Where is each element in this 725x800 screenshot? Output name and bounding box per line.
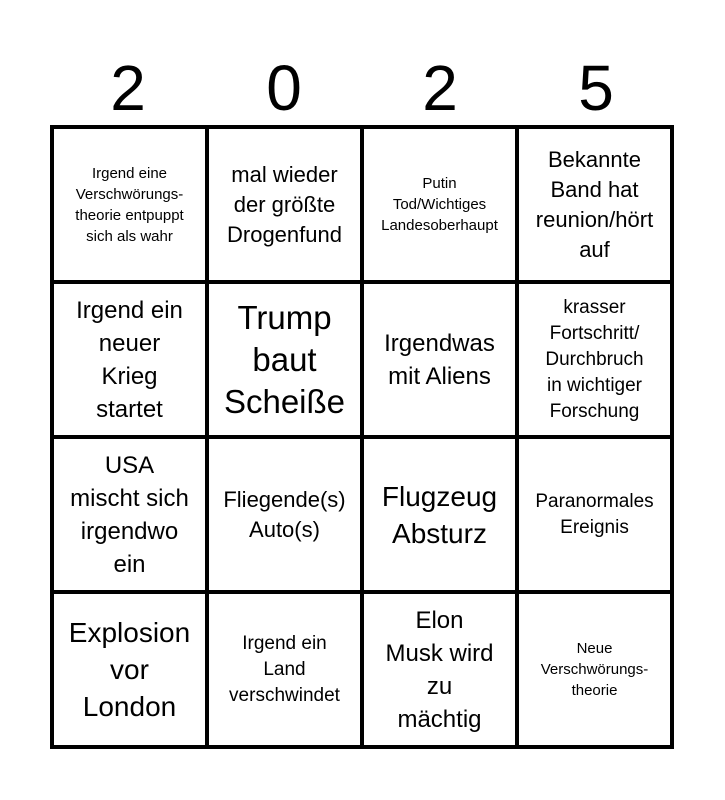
header-digit-3: 2 (422, 52, 458, 124)
bingo-cell-r2-c2[interactable] (209, 284, 360, 435)
cell-text: Irgend ein neuer Krieg startet (76, 296, 183, 423)
bingo-cell-r4-c4[interactable] (519, 594, 670, 745)
bingo-cell-r1-c2[interactable] (209, 129, 360, 280)
bingo-cell-r3-c4[interactable] (519, 439, 670, 590)
bingo-cell-r3-c2[interactable] (209, 439, 360, 590)
bingo-cell-r4-c3[interactable] (364, 594, 515, 745)
bingo-cell-r1-c4[interactable] (519, 129, 670, 280)
header-digit-4: 5 (578, 52, 614, 124)
bingo-cell-r1-c3[interactable] (364, 129, 515, 280)
cell-text: Explosion vor London (68, 617, 191, 722)
bingo-board (50, 125, 674, 749)
cell-text: Paranormales Ereignis (535, 490, 654, 538)
cell-text: Irgendwas mit Aliens (384, 329, 495, 390)
cell-text: Neue Verschwörungs- theorie (540, 640, 649, 699)
header-digit-1: 2 (110, 52, 146, 124)
cell-text: Elon Musk wird zu mächtig (385, 606, 494, 733)
bingo-cell-r4-c1[interactable] (54, 594, 205, 745)
cell-text: Trump baut Scheiße (223, 298, 346, 420)
bingo-cell-r3-c1[interactable] (54, 439, 205, 590)
bingo-cell-r3-c3[interactable] (364, 439, 515, 590)
bingo-cell-r2-c1[interactable] (54, 284, 205, 435)
bingo-cell-r2-c4[interactable] (519, 284, 670, 435)
bingo-cell-r1-c1[interactable] (54, 129, 205, 280)
header-digit-2: 0 (266, 52, 302, 124)
bingo-cell-r4-c2[interactable] (209, 594, 360, 745)
cell-text: Irgend eine Verschwörungs- theorie entpuppt sich als wahr (75, 164, 184, 245)
cell-text: krasser Fortschritt/ Durchbruch in wichtiger Forschung (545, 296, 644, 422)
cell-text: Bekannte Band hat reunion/hört auf (535, 146, 654, 262)
cell-text: Fliegende(s) Auto(s) (223, 486, 346, 542)
cell-text: Flugzeug Absturz (381, 480, 498, 549)
cell-text: Putin Tod/Wichtiges Landesoberhaupt (381, 175, 498, 234)
bingo-header (50, 50, 674, 126)
cell-text: mal wieder der größte Drogenfund (227, 161, 342, 247)
cell-text: Irgend ein Land verschwindet (229, 632, 340, 706)
bingo-cell-r2-c3[interactable] (364, 284, 515, 435)
cell-text: USA mischt sich irgendwo ein (70, 451, 189, 578)
